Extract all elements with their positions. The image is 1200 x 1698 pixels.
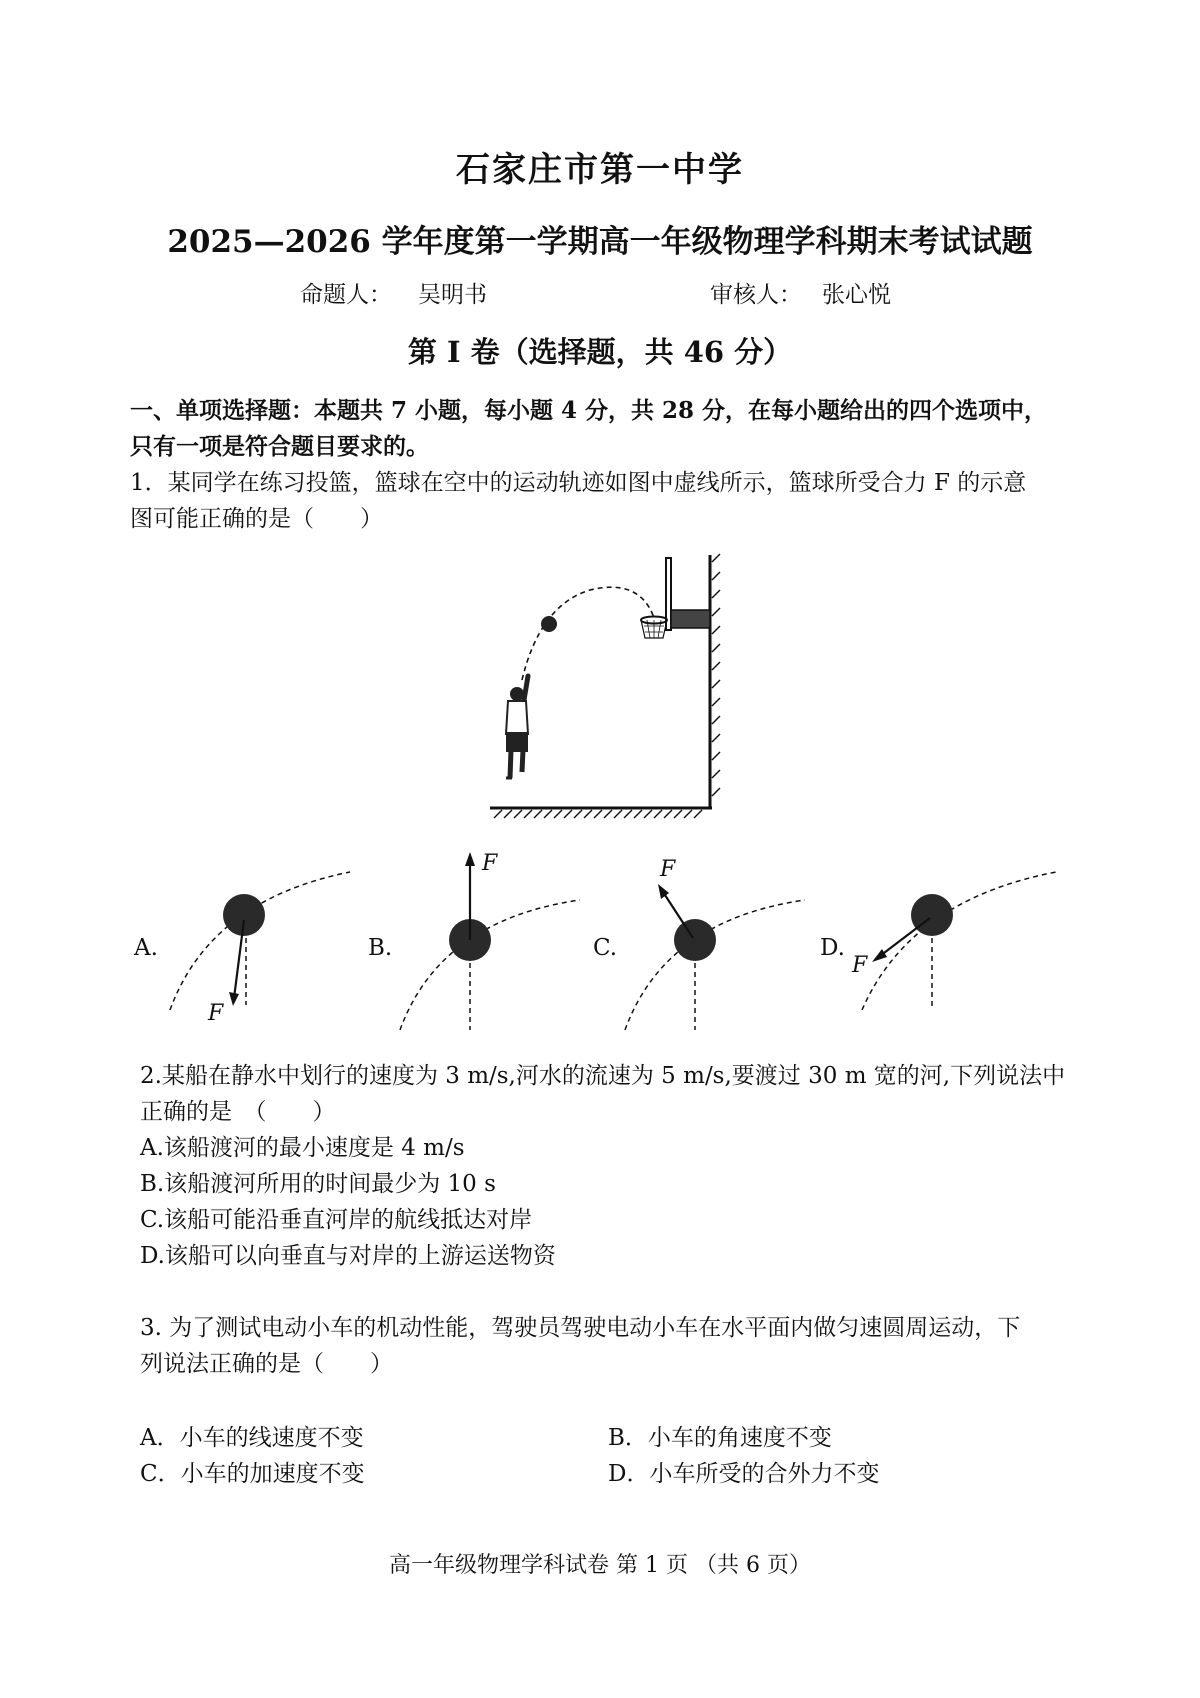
exam-title: 2025—2026 学年度第一学期高一年级物理学科期末考试试题 [167, 224, 1033, 260]
q1-option-a-diagram [160, 860, 360, 1040]
q1-option-a-label: A. [134, 935, 158, 961]
q3-option-b: B．小车的角速度不变 [608, 1425, 832, 1451]
q3-option-a: A．小车的线速度不变 [140, 1425, 364, 1451]
q3-stem-line1: 3. 为了测试电动小车的机动性能，驾驶员驾驶电动小车在水平面内做匀速圆周运动，下 [140, 1315, 1021, 1341]
q1-option-d-diagram [850, 860, 1070, 1040]
page-footer: 高一年级物理学科试卷 第 1 页 （共 6 页） [389, 1553, 811, 1578]
part1-instruction-line2: 只有一项是符合题目要求的。 [130, 433, 429, 460]
q3-option-c: C．小车的加速度不变 [140, 1461, 365, 1487]
q1-option-c-force-label: F [660, 857, 676, 882]
q1-option-c-diagram [615, 840, 815, 1040]
q2-option-a: A.该船渡河的最小速度是 4 m/s [140, 1135, 465, 1161]
q1-option-b-diagram [390, 840, 590, 1040]
q1-option-d-force-label: F [852, 953, 868, 978]
q2-stem-line2: 正确的是 （ ） [140, 1099, 336, 1125]
q3-option-d: D．小车所受的合外力不变 [608, 1461, 880, 1487]
part1-instruction-line1: 一、单项选择题：本题共 7 小题，每小题 4 分，共 28 分，在每小题给出的四个选项中， [130, 397, 1048, 424]
basketball-scene-figure [480, 550, 730, 820]
q1-stem-line2: 图可能正确的是（ ） [130, 506, 383, 532]
reviewer-name: 张心悦 [822, 282, 891, 308]
reviewer-label: 审核人： [710, 282, 802, 308]
school-name: 石家庄市第一中学 [456, 150, 744, 190]
q2-option-c: C.该船可能沿垂直河岸的航线抵达对岸 [140, 1207, 533, 1233]
q1-option-b-force-label: F [482, 851, 498, 876]
author-name: 吴明书 [418, 282, 487, 308]
q3-stem-line2: 列说法正确的是（ ） [140, 1351, 393, 1377]
q1-option-c-label: C. [593, 935, 618, 961]
q2-stem-line1: 2.某船在静水中划行的速度为 3 m/s,河水的流速为 5 m/s,要渡过 30 m 宽的河,下列说法中 [140, 1063, 1066, 1089]
q1-stem-line1: 1．某同学在练习投篮，篮球在空中的运动轨迹如图中虚线所示，篮球所受合力 F 的示意 [130, 470, 1027, 496]
q1-option-a-force-label: F [208, 1001, 224, 1026]
section-title: 第 I 卷（选择题，共 46 分） [407, 335, 793, 369]
q1-option-b-label: B. [368, 935, 393, 961]
q2-option-b: B.该船渡河所用的时间最少为 10 s [140, 1171, 496, 1197]
q1-option-d-label: D. [820, 935, 845, 961]
author-label: 命题人： [300, 282, 392, 308]
q2-option-d: D.该船可以向垂直与对岸的上游运送物资 [140, 1243, 556, 1269]
